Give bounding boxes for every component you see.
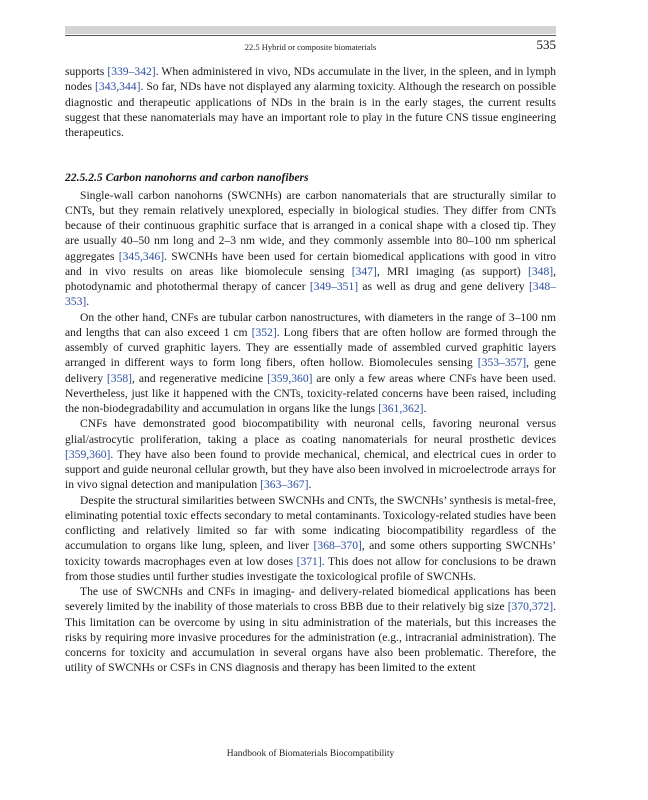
citation-link[interactable]: [359,360]: [267, 371, 313, 385]
paragraph: [65, 416, 556, 492]
paragraph: [65, 584, 556, 676]
page-body: [65, 64, 556, 676]
section-heading: [65, 170, 556, 185]
page-number: 535: [536, 37, 556, 52]
page-header: [65, 35, 556, 56]
paragraph-text: as well as drug and gene delivery: [358, 280, 529, 293]
paragraph: [65, 310, 556, 417]
citation-link[interactable]: [339–342]: [107, 65, 156, 78]
paragraph-text: Despite the structural similarities between SWCNHs and CNTs, the SWCNHs’ synthesis is metal-free, eliminating potential toxic effects secondary to metal contaminants. Toxicology-related studies have been conflicting and relatively limited so far with some indicating biocompatibility regardless of the accumulation to organs like lung, spleen, and liver: [65, 493, 556, 553]
paragraph-text: . They have also been found to provide mechanical, chemical, and electrical cues in order to support and guide neuronal cellular growth, but they have also been involved in microelectrode arrays for in vivo signal detection and manipulation: [65, 447, 556, 492]
citation-link[interactable]: [368–370]: [313, 539, 362, 553]
section-title: Carbon nanohorns and carbon nanofibers: [105, 171, 309, 185]
citation-link[interactable]: [371]: [296, 554, 322, 568]
running-head: 22.5 Hybrid or composite biomaterials: [244, 42, 377, 52]
paragraph: [65, 64, 556, 140]
paragraph-text: , MRI imaging (as support): [376, 264, 528, 278]
paragraph-text: . This limitation can be overcome by using in situ administration of the materials, but this increases the risks by requiring more invasive procedures for the administration (e.g., intracranial administration). The concerns for toxicity and accumulation in several organs have also been problematic. Therefore, the utility of SWCNHs or CSFs in CNS diagnosis and therapy has been limited to the extent: [65, 600, 556, 675]
paragraph-text: .: [86, 295, 90, 309]
citation-link[interactable]: [363–367]: [260, 478, 309, 492]
paragraph-text: . This does not allow for conclusions to be drawn from those studies until further studies investigate the toxicological profile of SWCNHs.: [65, 554, 557, 583]
citation-link[interactable]: [352]: [251, 325, 277, 339]
paragraph-text: . Long fibers that are often hollow are formed through the assembly of curved graphitic layers. They are essentially made of assembled curved graphitic layers arranged in different ways to form long fibers, often hollow. Biomolecules sensing: [65, 325, 556, 370]
citation-link[interactable]: [361,362]: [378, 402, 424, 415]
paragraph: [65, 493, 556, 585]
paragraph-text: are only a few areas where CNFs have been used. Nevertheless, just like it happened with the CNTs, toxicity-related concerns have been raised, including the non-biodegradability and accumulation in organs like the lungs: [65, 371, 556, 415]
citation-link[interactable]: [370,372]: [507, 600, 554, 614]
paragraph-text: . So far, NDs have not displayed any alarming toxicity. Although the research on possible diagnostic and therapeutic applications of NDs in the brain is in the early stages, the current results suggest that these nanomaterials may have an important role to play in the future CNS tissue engineering therapeutics.: [65, 80, 556, 139]
paragraph-text: supports: [65, 65, 108, 78]
paragraph-text: , gene delivery: [65, 356, 557, 385]
header-rule-bar: [65, 26, 556, 34]
paragraph-text: . SWCNHs have been used for certain biomedical applications with good in vitro and in vivo results on areas like biomolecule sensing: [65, 249, 557, 278]
paragraph-text: .: [308, 478, 312, 492]
paragraph-text: , and some others supporting SWCNHs’ toxicity towards macrophages even at low doses: [65, 539, 556, 568]
section-number: 22.5.2.5: [65, 171, 103, 185]
citation-link[interactable]: [343,344]: [95, 80, 141, 94]
citation-link[interactable]: [345,346]: [118, 249, 165, 263]
paragraph-text: , and regenerative medicine: [132, 371, 268, 385]
citation-link[interactable]: [359,360]: [65, 447, 111, 461]
paragraph-text: Single-wall carbon nanohorns (SWCNHs) are carbon nanomaterials that are structurally similar to CNTs, but they remain relatively unexplored, especially in biological studies. They differ from CNTs because of their continuous graphitic surface that is arranged in a conical shape with a closed tip. They are usually 40–50 nm long and 2–3 nm wide, and they commonly assemble into 80–100 nm spherical aggregates: [65, 188, 556, 263]
citation-link[interactable]: [358]: [106, 371, 133, 385]
paragraph-text: The use of SWCNHs and CNFs in imaging- and delivery-related biomedical applications has been severely limited by the inability of those materials to cross BBB due to their relatively big size: [65, 585, 556, 614]
citation-link[interactable]: [348]: [527, 264, 554, 278]
paragraph-text: . When administered in vivo, NDs accumulate in the liver, in the spleen, and in lymph nodes: [65, 65, 556, 94]
citation-link[interactable]: [347]: [351, 264, 377, 278]
citation-link[interactable]: [349–351]: [309, 280, 359, 293]
paragraph-text: .: [423, 402, 427, 415]
page-footer: Handbook of Biomaterials Biocompatibility: [226, 749, 395, 759]
paragraph-text: On the other hand, CNFs are tubular carbon nanostructures, with diameters in the range of 3–100 nm and lengths that can also exceed 1 cm: [65, 310, 556, 339]
paragraph-text: , photodynamic and photothermal therapy of cancer: [65, 264, 557, 293]
paragraph: [65, 188, 556, 310]
paragraph-text: CNFs have demonstrated good biocompatibility with neuronal cells, favoring neuronal versus glial/astrocytic proliferation, taking a place as coating nanomaterials for neural prosthetic devices: [65, 417, 556, 446]
citation-link[interactable]: [353–357]: [477, 356, 527, 370]
citation-link[interactable]: [348–353]: [65, 280, 556, 309]
